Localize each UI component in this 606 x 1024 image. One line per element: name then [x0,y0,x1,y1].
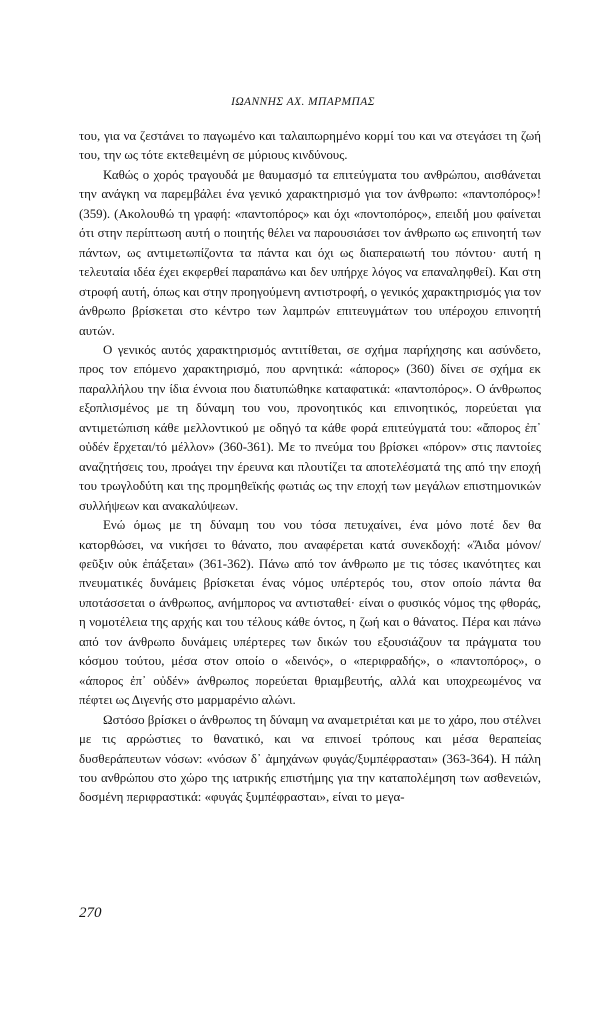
paragraph: Καθώς ο χορός τραγουδά με θαυμασμό τα επιτεύγματα του ανθρώπου, αισθάνεται την ανάγκη να παρεμβάλει ένα γενικό χαρακτηρισμό για τον άνθρωπο: «παντοπόρος»! (359). (Ακολουθώ τη γραφή: «παντοπόρος» και όχι «ποντοπόρος», επειδή μου φαίνεται ότι στην περίπτωση αυτή ο ποιητής θέλει να παρουσιάσει τον άνθρωπο ως επινοητή των πάντων, ως αντιμετωπίζοντα τα πάντα και όχι ως διαπεραιωτή του πόντου· αυτή η τελευταία ιδέα έχει εκφερθεί παραπάνω και δεν υπήρχε λόγος να επαναληφθεί). Και στη στροφή αυτή, όπως και στην προηγούμενη αντιστροφή, ο γενικός χαρακτηρισμός για τον άνθρωπο βρίσκεται στο κέντρο των λαμπρών επιτευγμάτων του υπέροχου επινοητή αυτών. [79,167,541,338]
page-number: 270 [79,905,102,921]
paragraph: Ωστόσο βρίσκει ο άνθρωπος τη δύναμη να αναμετριέται και με το χάρο, που στέλνει με τις αρρώστιες το θανατικό, και να επινοεί τρόπους και μέσα θεραπείας δυσθεράπευτων νόσων: «νόσων δ᾽ ἀμηχάνων φυγάς/ξυμπέφρασται» (363-364). Η πάλη του ανθρώπου στο χώρο της ιατρικής επιστήμης για την καταπολέμηση των ασθενειών, δοσμένη περιφραστικά: «φυγάς ξυμπέφρασται», είναι το μεγα- [79,712,541,805]
paragraph: Ο γενικός αυτός χαρακτηρισμός αντιτίθεται, σε σχήμα παρήχησης και ασύνδετο, προς τον επόμενο χαρακτηρισμό, που αρνητικά: «άπορος» (360) δίνει σε σχήμα εκ παραλλήλου την ίδια έννοια που διατυπώθηκε καταφατικά: «παντοπόρος». Ο άνθρωπος εξοπλισμένος με τη δύναμη του νου, προνοητικός και επινοητικός, πορεύεται για αντιμετώπιση κάθε μελλοντικού με οδηγό τα κάθε φορά επιτεύγματά του: «ἄπορος ἐπ᾽ οὐδέν ἔρχεται/τό μέλλον» (360-361). Με το πνεύμα του βρίσκει «πόρον» στις παντοίες αναζητήσεις του, προάγει την έρευνα και πλουτίζει τα αποτελέσματά της από την εποχή του τρωγλοδύτη και της προμηθεϊκής φωτιάς ως την εποχή των μεγάλων επιστημονικών συλλήψεων και ανακαλύψεων. [79,342,541,513]
running-head: ΙΩΑΝΝΗΣ ΑΧ. ΜΠΑΡΜΠΑΣ [231,96,375,108]
body-text [79,127,541,808]
paragraph-continuation: του, για να ζεστάνει το παγωμένο και ταλαιπωρημένο κορμί του και να στεγάσει τη ζωή του, την ως τότε εκτεθειμένη σε μύριους κινδύνους. [79,129,541,163]
paragraph: Ενώ όμως με τη δύναμη του νου τόσα πετυχαίνει, ένα μόνο ποτέ δεν θα κατορθώσει, να νικήσει το θάνατο, που αναφέρεται κατά συνεκδοχή: «Ἅιδα μόνον/φεῦξιν οὐκ ἐπάξεται» (361-362). Πάνω από τον άνθρωπο με τις τόσες ικανότητες και πνευματικές δυνάμεις βρίσκεται ένας νόμος υπέρτερός του, στον οποίο πάντα θα υποτάσσεται ο άνθρωπος, ανήμπορος να αντισταθεί· είναι ο φυσικός νόμος της φθοράς, η νομοτέλεια της αρχής και του τέλους κάθε όντος, η ζωή και ο θάνατος. Πέρα και πάνω από τον άνθρωπο δυνάμεις υπέρτερες των δικών του εξουσιάζουν τα πράγματα του κόσμου τούτου, μέσα στον οποίο ο «δεινός», ο «περιφραδής», ο «παντοπόρος», ο «άπορος ἐπ᾽ οὐδέν» άνθρωπος πορεύεται θριαμβευτής, αλλά και υποχρεωμένος να πέφτει ως Διγενής στο μαρμαρένιο αλώνι. [79,518,541,708]
